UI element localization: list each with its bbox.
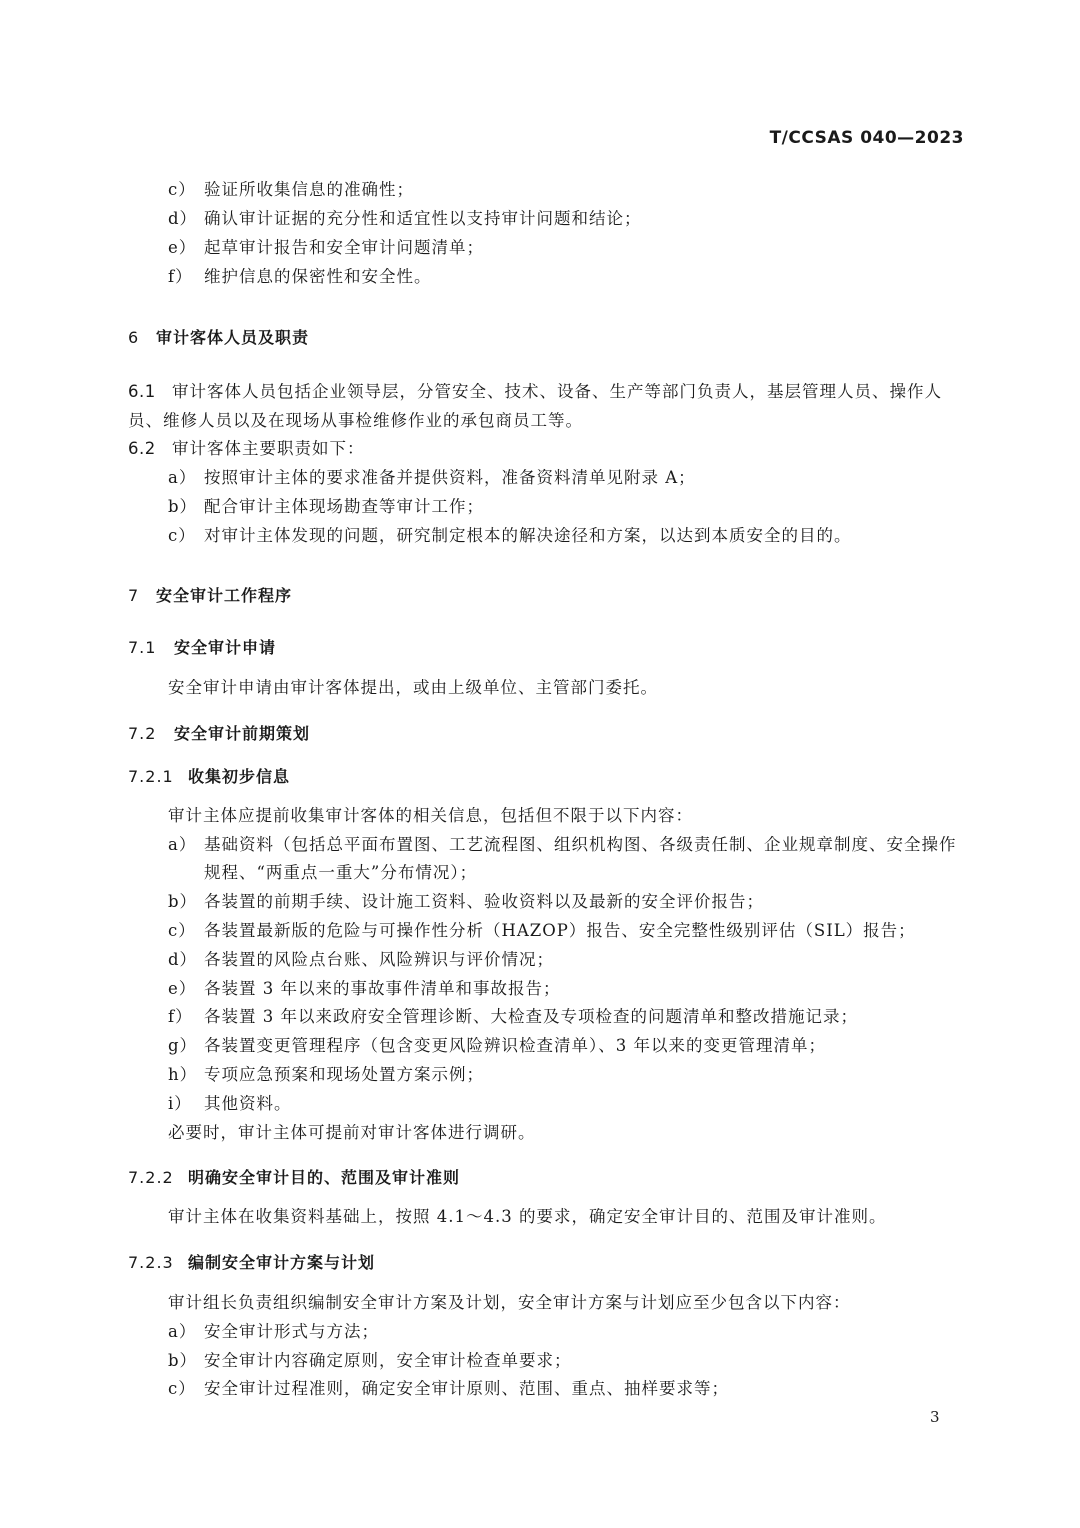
- list-item: c） 安全审计过程准则，确定安全审计原则、范围、重点、抽样要求等；: [168, 1379, 729, 1398]
- list-item: a） 按照审计主体的要求准备并提供资料，准备资料清单见附录 A；: [168, 468, 696, 487]
- paragraph-7-1: 安全审计申请由审计客体提出，或由上级单位、主管部门委托。: [168, 678, 658, 697]
- list-item: d） 确认审计证据的充分性和适宜性以支持审计问题和结论；: [168, 209, 642, 228]
- list-item: e） 起草审计报告和安全审计问题清单；: [168, 238, 484, 257]
- list-item: h） 专项应急预案和现场处置方案示例；: [168, 1065, 484, 1084]
- list-item: f） 维护信息的保密性和安全性。: [168, 267, 432, 286]
- list-item: e） 各装置 3 年以来的事故事件清单和事故报告；: [168, 979, 561, 998]
- list-item: a） 安全审计形式与方法；: [168, 1322, 379, 1341]
- list-item: a） 基础资料（包括总平面布置图、工艺流程图、组织机构图、各级责任制、企业规章制度、安全操作: [168, 835, 957, 854]
- subsection-heading-7-2-2: 7.2.2 明确安全审计目的、范围及审计准则: [128, 1168, 461, 1187]
- subsection-heading-7-2: 7.2 安全审计前期策划: [128, 724, 311, 743]
- section-heading-6: 6 审计客体人员及职责: [128, 328, 310, 347]
- section-heading-7: 7 安全审计工作程序: [128, 586, 293, 605]
- list-item: i） 其他资料。: [168, 1094, 292, 1113]
- page-number: 3: [930, 1408, 940, 1426]
- list-item: c） 对审计主体发现的问题，研究制定根本的解决途径和方案，以达到本质安全的目的。: [168, 526, 852, 545]
- subsection-heading-7-1: 7.1 安全审计申请: [128, 638, 277, 657]
- paragraph-6-1-cont: 员、维修人员以及在现场从事检维修作业的承包商员工等。: [128, 411, 583, 430]
- list-item: g） 各装置变更管理程序（包含变更风险辨识检查清单）、3 年以来的变更管理清单；: [168, 1036, 826, 1055]
- paragraph-7-2-1-intro: 审计主体应提前收集审计客体的相关信息，包括但不限于以下内容：: [168, 806, 693, 825]
- subsection-heading-7-2-1: 7.2.1 收集初步信息: [128, 767, 291, 786]
- paragraph-7-2-2: 审计主体在收集资料基础上，按照 4.1～4.3 的要求，确定安全审计目的、范围及审计准则。: [168, 1207, 887, 1226]
- standard-code: T/CCSAS 040—2023: [769, 128, 964, 148]
- list-item: b） 各装置的前期手续、设计施工资料、验收资料以及最新的安全评价报告；: [168, 892, 764, 911]
- list-item: f） 各装置 3 年以来政府安全管理诊断、大检查及专项检查的问题清单和整改措施记录；: [168, 1007, 858, 1026]
- paragraph-7-2-3-intro: 审计组长负责组织编制安全审计方案及计划，安全审计方案与计划应至少包含以下内容：: [168, 1293, 851, 1312]
- paragraph-6-1: 6.1 审计客体人员包括企业领导层，分管安全、技术、设备、生产等部门负责人，基层管理人员、操作人: [128, 382, 942, 401]
- list-item-cont: 规程、“两重点一重大”分布情况）；: [204, 863, 478, 882]
- list-item: d） 各装置的风险点台账、风险辨识与评价情况；: [168, 950, 554, 969]
- subsection-heading-7-2-3: 7.2.3 编制安全审计方案与计划: [128, 1253, 376, 1272]
- list-item: c） 各装置最新版的危险与可操作性分析（HAZOP）报告、安全完整性级别评估（SIL）报告；: [168, 921, 916, 940]
- paragraph-7-2-1-closing: 必要时，审计主体可提前对审计客体进行调研。: [168, 1123, 536, 1142]
- list-item: c） 验证所收集信息的准确性；: [168, 180, 414, 199]
- list-item: b） 配合审计主体现场勘查等审计工作；: [168, 497, 484, 516]
- paragraph-6-2: 6.2 审计客体主要职责如下：: [128, 439, 365, 458]
- list-item: b） 安全审计内容确定原则，安全审计检查单要求；: [168, 1351, 572, 1370]
